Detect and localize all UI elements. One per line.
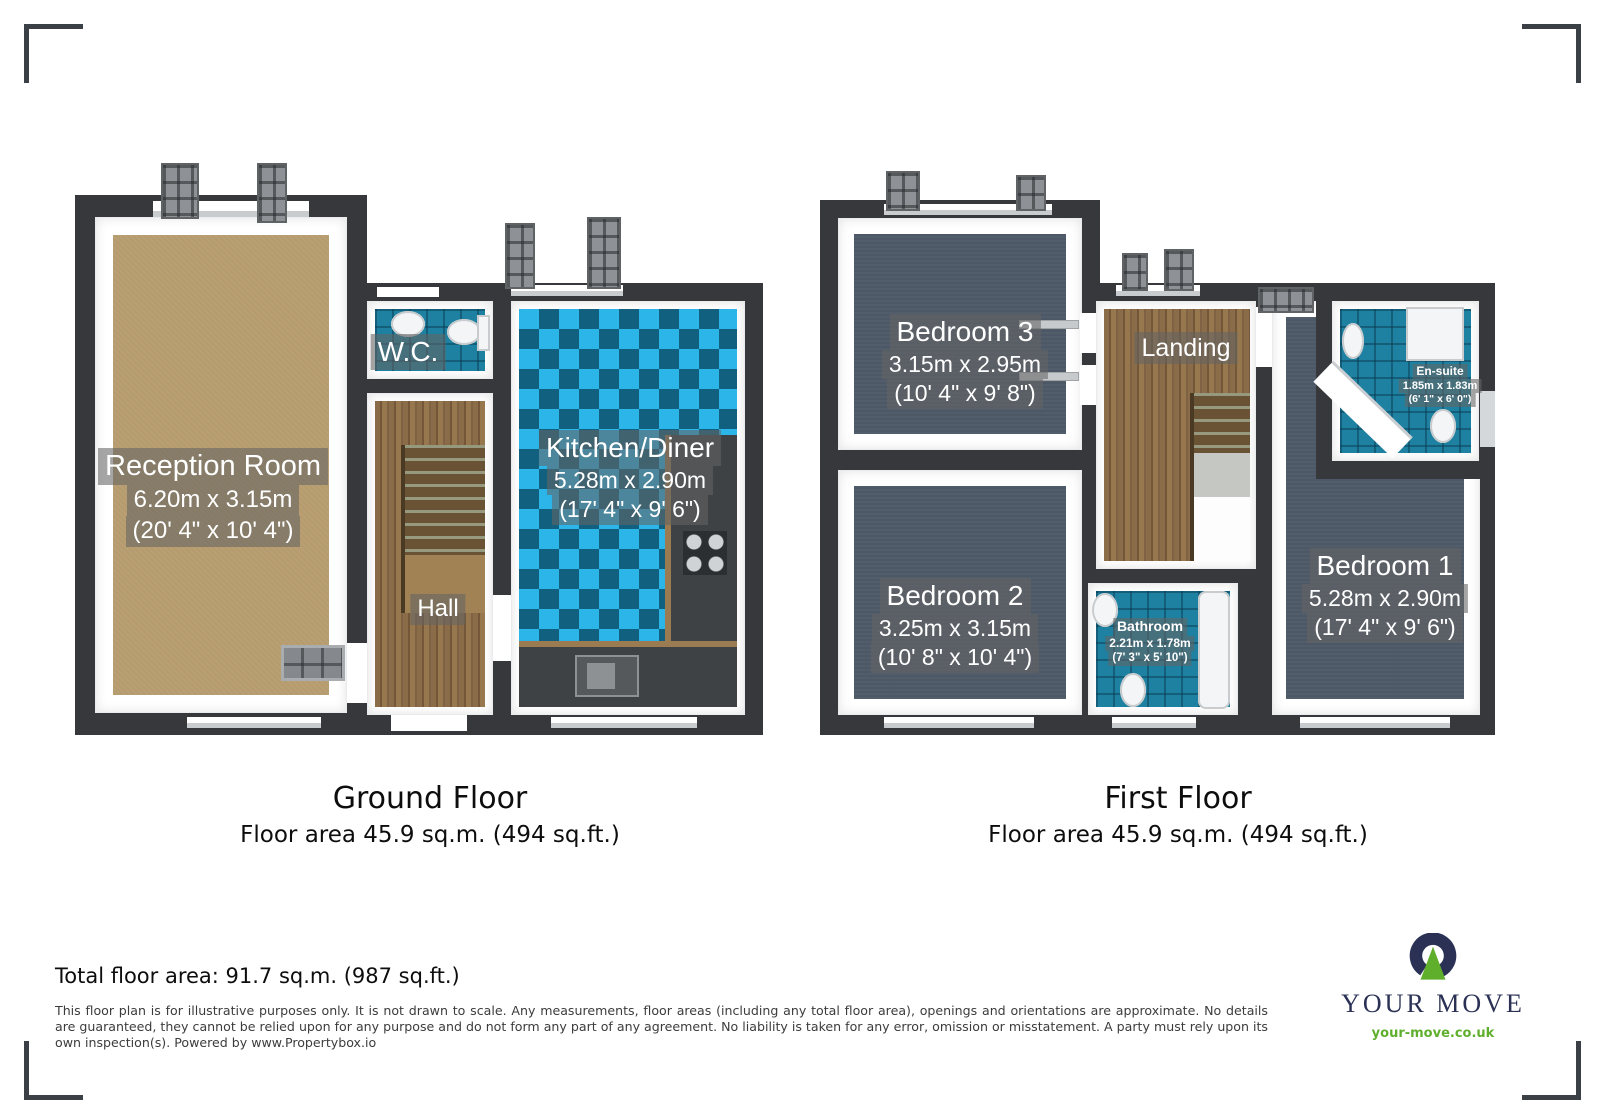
room-name: Bedroom 1: [1310, 548, 1461, 584]
first-floor-area: Floor area 45.9 sq.m. (494 sq.ft.): [988, 822, 1368, 848]
room-name: Bathroom: [1113, 618, 1187, 636]
toilet-cistern: [477, 315, 490, 351]
door-opening: [493, 595, 511, 661]
room-label-ensuite: [1399, 364, 1482, 407]
room-dims-metric: 2.21m x 1.78m: [1105, 636, 1194, 651]
window-3d: [886, 171, 920, 211]
room-dims-imperial: (7' 3" x 5' 10"): [1108, 651, 1191, 666]
ground-floor-area: Floor area 45.9 sq.m. (494 sq.ft.): [240, 822, 620, 848]
room-name: Bedroom 2: [880, 578, 1031, 614]
your-move-logo-icon: [1408, 933, 1458, 983]
room-label-reception: [98, 448, 328, 547]
total-floor-area: Total floor area: 91.7 sq.m. (987 sq.ft.): [55, 964, 460, 988]
room-label-kitchen: [539, 430, 721, 525]
window-opening: [377, 287, 439, 297]
window-sill: [1112, 723, 1196, 728]
toilet-icon: [447, 319, 481, 345]
room-dims-imperial: (6' 1" x 6' 0"): [1405, 393, 1476, 406]
window-3d: [505, 223, 535, 289]
window-3d: [1258, 287, 1314, 313]
room-name: Landing: [1135, 332, 1238, 364]
room-name: W.C.: [371, 334, 446, 370]
cooktop-icon: [683, 531, 727, 575]
logo-url: your-move.co.uk: [1371, 1026, 1495, 1041]
room-dims-metric: 6.20m x 3.15m: [127, 485, 300, 516]
bathtub-icon: [1198, 591, 1230, 709]
corner-bracket-top-left: [24, 24, 83, 83]
room-dims-imperial: (17' 4" x 9' 6"): [552, 495, 707, 524]
sink-icon: [1120, 673, 1146, 707]
window-3d: [257, 163, 287, 223]
room-label-bedroom2: [871, 578, 1039, 673]
ground-floor-title: Ground Floor: [332, 781, 528, 816]
room-dims-metric: 5.28m x 2.90m: [547, 466, 713, 495]
logo-wordmark: YOUR MOVE: [1341, 989, 1525, 1018]
first-floor-title: First Floor: [1104, 781, 1252, 816]
window-sill: [1116, 291, 1200, 296]
room-dims-imperial: (10' 4" x 9' 8"): [887, 379, 1042, 408]
window-sill: [1300, 723, 1450, 728]
room-dims-metric: 3.15m x 2.95m: [882, 350, 1048, 379]
window-3d: [1164, 249, 1194, 291]
window-3d: [1016, 175, 1046, 211]
disclaimer-text: This floor plan is for illustrative purposes only. It is not drawn to scale. Any measurements, floor areas (including any total floor area), openings and orientations are approximate. No details are guaranteed, they cannot be relied upon for any purpose and do not form any part of any agreement. No liability is taken for any error, omission or misstatement. A party must rely upon its own inspection(s). Powered by www.Propertybox.io: [55, 1003, 1268, 1050]
sink-basin: [587, 663, 615, 689]
staircase: [405, 445, 485, 555]
window-3d: [161, 163, 199, 219]
shower-icon: [1406, 307, 1464, 361]
room-label-hall: [410, 594, 465, 625]
toilet-icon: [1430, 409, 1456, 443]
room-dims-imperial: (17' 4" x 9' 6"): [1307, 613, 1462, 642]
stair-half-landing: [1194, 453, 1250, 497]
front-door-opening: [391, 715, 467, 731]
sink-icon: [1342, 323, 1364, 359]
window-sill: [511, 291, 623, 296]
stair-rail: [1190, 393, 1194, 561]
room-dims-metric: 5.28m x 2.90m: [1302, 584, 1468, 613]
room-label-landing: [1135, 332, 1238, 364]
room-label-bedroom1: [1302, 548, 1468, 643]
window-3d: [1122, 253, 1148, 291]
reception-window-sill: [281, 645, 345, 681]
window-sill: [551, 723, 697, 728]
staircase: [1194, 393, 1250, 453]
corner-bracket-top-right: [1522, 24, 1581, 83]
room-name: En-suite: [1412, 364, 1467, 379]
room-name: Bedroom 3: [890, 314, 1041, 350]
room-dims-imperial: (10' 8" x 10' 4"): [871, 643, 1039, 672]
room-name: Kitchen/Diner: [539, 430, 721, 466]
window-sill: [187, 723, 321, 728]
your-move-logo: [1338, 933, 1528, 1041]
room-dims-metric: 1.85m x 1.83m: [1399, 379, 1482, 393]
room-name: Reception Room: [98, 448, 328, 485]
window-3d: [587, 217, 621, 289]
window-sill: [1480, 391, 1495, 447]
room-dims-imperial: (20' 4" x 10' 4"): [126, 516, 301, 547]
room-label-bathroom: [1105, 618, 1194, 666]
door-opening: [347, 643, 367, 703]
corner-bracket-bottom-right: [1522, 1041, 1581, 1100]
room-label-bedroom3: [882, 314, 1048, 409]
window-sill: [884, 723, 1034, 728]
door-opening: [1256, 307, 1272, 367]
room-name: Hall: [410, 594, 465, 625]
stair-rail: [401, 445, 405, 613]
room-label-wc: [371, 334, 446, 370]
room-dims-metric: 3.25m x 3.15m: [872, 614, 1038, 643]
